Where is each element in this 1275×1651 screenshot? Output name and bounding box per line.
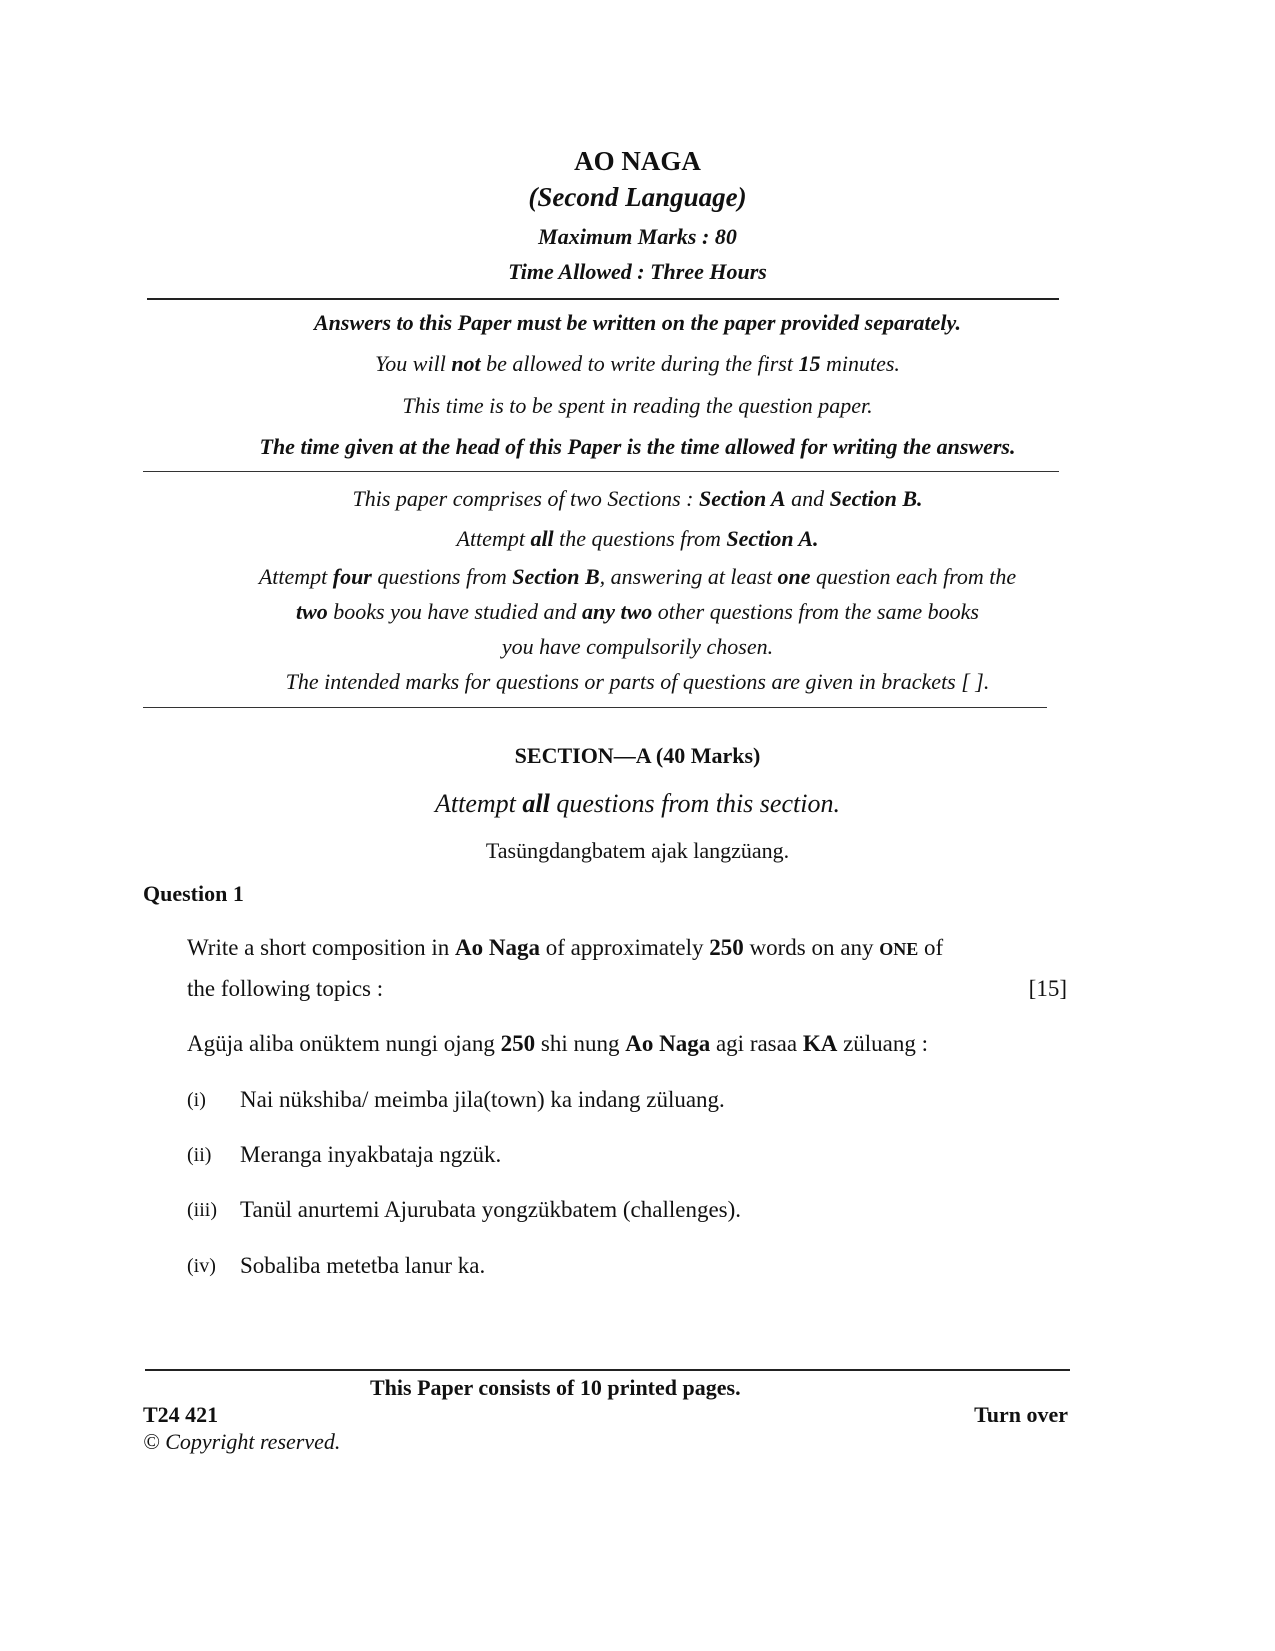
instruction-time-for-writing: The time given at the head of this Paper is the time allowed for writing the answers. [259, 434, 1016, 459]
header-divider [147, 298, 1059, 300]
question-1-prompt-line-2: the following topics : [187, 976, 384, 1001]
turn-over-label: Turn over [974, 1402, 1068, 1427]
instruction-section-b-3: you have compulsorily chosen. [501, 634, 774, 659]
topic-text: Meranga inyakbataja ngzük. [240, 1142, 502, 1167]
question-1-prompt-line-1: Write a short composition in Ao Naga of approximately 250 words on any ONE of [187, 935, 944, 960]
topic-text: Nai nükshiba/ meimba jila(town) ka indang züluang. [240, 1087, 725, 1112]
max-marks: Maximum Marks : 80 [538, 224, 737, 249]
instructions-divider [143, 471, 1059, 472]
instruction-section-b-2: two books you have studied and any two other questions from the same books [296, 599, 979, 624]
section-a-heading: SECTION—A (40 Marks) [514, 743, 761, 768]
question-1-marks: [15] [1028, 976, 1067, 1001]
topic-number: (i) [187, 1089, 206, 1111]
footer-divider [145, 1369, 1070, 1371]
instructions-end-divider [143, 707, 1047, 708]
time-allowed: Time Allowed : Three Hours [508, 259, 767, 284]
instruction-answers-separately: Answers to this Paper must be written on the paper provided separately. [314, 310, 961, 335]
paper-subtitle: (Second Language) [528, 182, 747, 212]
instruction-section-b-1: Attempt four questions from Section B, answering at least one question each from the [258, 564, 1017, 589]
topic-number: (iv) [187, 1255, 216, 1277]
question-1-ao-prompt: Agüja aliba onüktem nungi ojang 250 shi nung Ao Naga agi rasaa KA züluang : [187, 1031, 929, 1056]
copyright-notice: © Copyright reserved. [143, 1429, 341, 1454]
question-1-label: Question 1 [143, 881, 244, 906]
topic-text: Tanül anurtemi Ajurubata yongzükbatem (challenges). [240, 1197, 742, 1222]
section-a-ao-instruction: Tasüngdangbatem ajak langzüang. [485, 838, 790, 863]
instruction-reading-time: You will not be allowed to write during the first 15 minutes. [375, 351, 900, 376]
instruction-reading-purpose: This time is to be spent in reading the question paper. [402, 393, 873, 418]
paper-title: AO NAGA [574, 146, 701, 176]
instruction-marks-brackets: The intended marks for questions or parts of questions are given in brackets [ ]. [285, 669, 990, 694]
instruction-sections: This paper comprises of two Sections : Section A and Section B. [352, 486, 923, 511]
section-a-attempt-all: Attempt all questions from this section. [435, 789, 840, 818]
topic-number: (ii) [187, 1144, 212, 1166]
paper-code: T24 421 [143, 1402, 219, 1427]
instruction-section-a: Attempt all the questions from Section A. [456, 526, 819, 551]
topic-number: (iii) [187, 1199, 217, 1221]
page-count-note: This Paper consists of 10 printed pages. [370, 1375, 741, 1400]
topic-text: Sobaliba metetba lanur ka. [240, 1253, 486, 1278]
